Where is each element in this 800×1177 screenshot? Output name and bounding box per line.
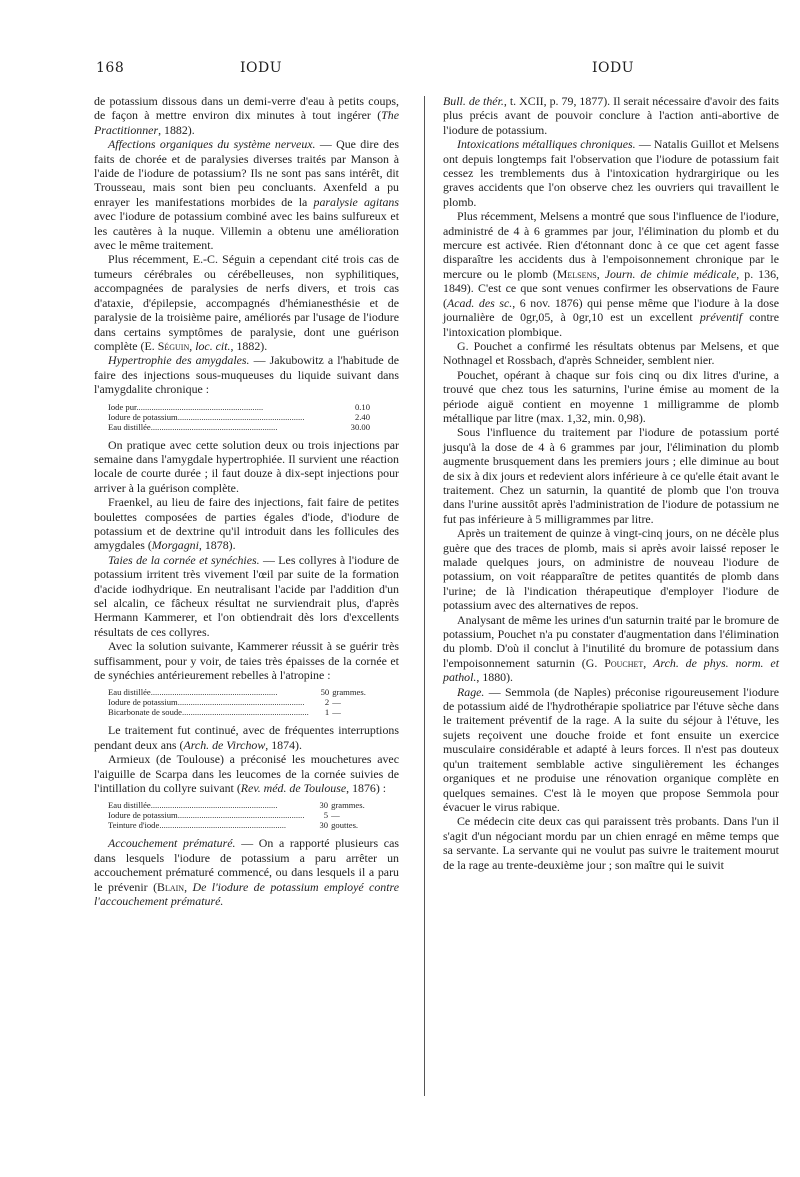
paragraph: Affections organiques du système nerveux. — Que dire des faits de chorée et de paralysies diverses traités par Manson à l'aide de l'iodure de potassium? Ils ne sont pas sans intérêt, dit Trousseau, mais sont bien peu concluants. Axenfeld a pu enrayer les manifestations morbides de la paralysie agitans avec l'iodure de potassium combiné avec les bains sulfureux et les cautères à la nuque. Villemin a obtenu une amélioration avec le même traitement. [94,137,399,253]
page-header [96,60,724,82]
running-head-left: IODU [240,60,283,76]
paragraph: Bull. de thér., t. XCII, p. 79, 1877). Il serait nécessaire d'avoir des faits plus précis avant de pouvoir conclure à l'action anti-abortive de l'iodure de potassium. [443,94,780,137]
section-title: Intoxications métalliques chroniques. [457,137,636,152]
formula-table [108,402,370,432]
right-column [443,94,779,872]
formula-row: Iodure de potassium........................................................... 2 — [108,697,341,708]
section-title: Rage. [457,684,485,699]
left-column [94,94,399,909]
section-title: Accouchement prématuré. [108,836,236,851]
paragraph: G. Pouchet a confirmé les résultats obtenus par Melsens, et que Nothnagel et Rossbach, d'après Schneider, semblent nier. [443,338,779,368]
paragraph: Le traitement fut continué, avec de fréquentes interruptions pendant deux ans (Arch. de Virchow, 1874). [94,723,399,752]
paragraph: Après un traitement de quinze à vingt-cinq jours, on ne décèle plus guère que des traces de plomb, mais si après avoir laissé reposer le malade quelques jours, on administre de nouveau l'iodure de potassium, on voit réapparaître de petites quantités de plomb dans l'urine; de là l'indication thérapeutique d'employer l'iodure de potassium avec des alternatives de repos. [443,526,779,613]
paragraph: Rage. — Semmola (de Naples) préconise rigoureusement l'iodure de potassium aidé de l'hydrothérapie spoliatrice par l'étuve sèche dans le traitement préventif de la rage. A la suite du séjour à l'étuve, les sujets reçoivent une douche froide et font ensuite un exercice musculaire considérable et adapté à leurs forces. Il n'est pas douteux qu'un traitement semblable active singulièrement les échanges organiques et ne produise une rénovation organique complète en quelques semaines. C'est là le moyen que propose Semmola pour évacuer le virus rabique. [443,684,779,814]
column-divider [424,96,425,1096]
paragraph: de potassium dissous dans un demi-verre d'eau à petits coups, de façon à mettre environ dix minutes à tout ingérer (The Practitionner, 1882). [94,94,399,137]
page-number: 168 [96,60,125,76]
paragraph: Avec la solution suivante, Kammerer réussit à se guérir très suffisamment, pour y voir, de taies très épaisses de la cornée et de synéchies antérieurement rebelles à l'atropine : [94,639,399,683]
paragraph: Hypertrophie des amygdales. — Jakubowitz a l'habitude de faire des injections sous-muqueuses du liquide suivant dans l'amygdalite chronique : [94,353,399,397]
paragraph: Fraenkel, au lieu de faire des injections, fait faire de petites boulettes composées de parties égales d'iode, d'iodure de potassium et de dextrine qu'il introduit dans les follicules des amygdales (Morgagni, 1878). [94,495,399,553]
paragraph: Taies de la cornée et synéchies. — Les collyres à l'iodure de potassium irritent très vivement l'œil par suite de la formation d'acide iodhydrique. En neutralisant l'acide par l'addition d'un sel alcalin, ce fâcheux résultat ne surviendrait plus, d'après Hermann Kammerer, et l'on obtiendrait dès lors d'excellents résultats de ces collyres. [94,552,399,639]
paragraph: Pouchet, opérant à chaque sur fois cinq ou dix litres d'urine, a trouvé que chez tous les saturnins, l'urine émise au moment de la période aiguë contient en moyenne 1 milligramme de plomb métallique par litre (max. 1,32, min. 0,98). [443,367,779,425]
paragraph: Ce médecin cite deux cas qui paraissent très probants. Dans l'un il s'agit d'un négociant mordu par un chien enragé en même temps que sa servante. La servante qui ne voulut pas suivre le traitement mourut de la rage au trente-deuxième jour ; son maître qui le suivit [443,814,779,872]
formula-table [108,800,370,830]
formula-row: Iodure de potassium........................................................... 2.40 [108,411,370,422]
formula-row: Bicarbonate de soude........................................................... 1 — [108,707,341,718]
section-title: Hypertrophie des amygdales. [108,353,250,368]
formula-row: Eau distillée........................................................... 30.00 [108,421,370,432]
section-title: Affections organiques du système nerveux. [108,137,316,152]
paragraph: Intoxications métalliques chroniques. — Natalis Guillot et Melsens ont depuis longtemps fait l'observation que l'iodure de potassium fait cessez les tremblements dus à l'intoxication hydrargirique ou les graves accidents que l'on observe chez les ouvriers qui travaillent le plomb. [443,137,779,209]
paragraph: On pratique avec cette solution deux ou trois injections par semaine dans l'amygdale hypertrophiée. Il survient une réaction locale de courte durée ; il faut douze à dix-sept injections pour arriver à la guérison complète. [94,437,399,495]
formula-row: Iodure de potassium........................................................... 5 — [108,810,340,821]
paragraph: Sous l'influence du traitement par l'iodure de potassium porté jusqu'à la dose de 4 à 6 grammes par jour, l'élimination du plomb augmente brusquement dans les premiers jours ; elle diminue au bout de six à dix jours et redevient alors inférieure à ce qu'elle était avant le traitement. Chez un saturnin, la quantité de plomb que l'on trouva dans l'urine aussitôt après l'administration de l'iodure de potassium ne fut pas inférieure à 5 milligrammes par litre. [443,425,779,526]
paragraph: Armieux (de Toulouse) a préconisé les mouchetures avec l'aiguille de Scarpa dans les leucomes de la cornée suivies de l'intillation du collyre suivant (Rev. méd. de Toulouse, 1876) : [94,752,399,796]
formula-row: Iode pur........................................................... 0.10 [108,401,370,412]
paragraph: Accouchement prématuré. — On a rapporté plusieurs cas dans lesquels l'iodure de potassium a paru arrêter un accouchement prématuré commencé, ou dans lesquels il a paru le prévenir (Blain, De l'iodure de potassium employé contre l'accouchement prématuré. [94,836,399,909]
formula-row: Teinture d'iode........................................................... 30 gouttes. [108,820,359,831]
running-head-right: IODU [592,60,635,76]
paragraph: Plus récemment, E.-C. Séguin a cependant cité trois cas de tumeurs cérébrales ou cérébelleuses, non syphilitiques, accompagnées de paralysies de nerfs divers, et trois cas d'ataxie, d'épilepsie, accompagnés d'hémianesthésie et de paralysie de la troisième paire, améliorés par l'usage de l'iodure dans certains symptômes de paralysie, dont une guérison complète (E. Séguin, loc. cit., 1882). [94,252,399,353]
paragraph: Analysant de même les urines d'un saturnin traité par le bromure de potassium, Pouchet n'a pu constater d'augmentation dans l'élimination du plomb. D'où il conclut à l'inutilité du bromure de potassium dans l'empoisonnement saturnin (G. Pouchet, Arch. de phys. norm. et pathol., 1880). [443,612,780,685]
formula-row: Eau distillée........................................................... 50 grammes. [108,687,366,698]
formula-row: Eau distillée........................................................... 30 grammes. [108,800,365,811]
paragraph: Plus récemment, Melsens a montré que sous l'influence de l'iodure, administré de 4 à 6 grammes par jour, l'élimination du plomb et du mercure est activée. Rien d'étonnant donc à ce que cet agent fasse disparaître les accidents dus à l'empoisonnement chronique par le mercure ou le plomb (Melsens, Journ. de chimie médicale, p. 136, 1849). C'est ce que sont venues confirmer les observations de Faure (Acad. des sc., 6 nov. 1876) qui pense même que l'iodure à la dose journalière de 0gr,05, à 0gr,10 est un excellent préventif contre l'intoxication plombique. [443,209,779,339]
section-title: Taies de la cornée et synéchies. [108,552,260,567]
formula-table [108,687,370,717]
